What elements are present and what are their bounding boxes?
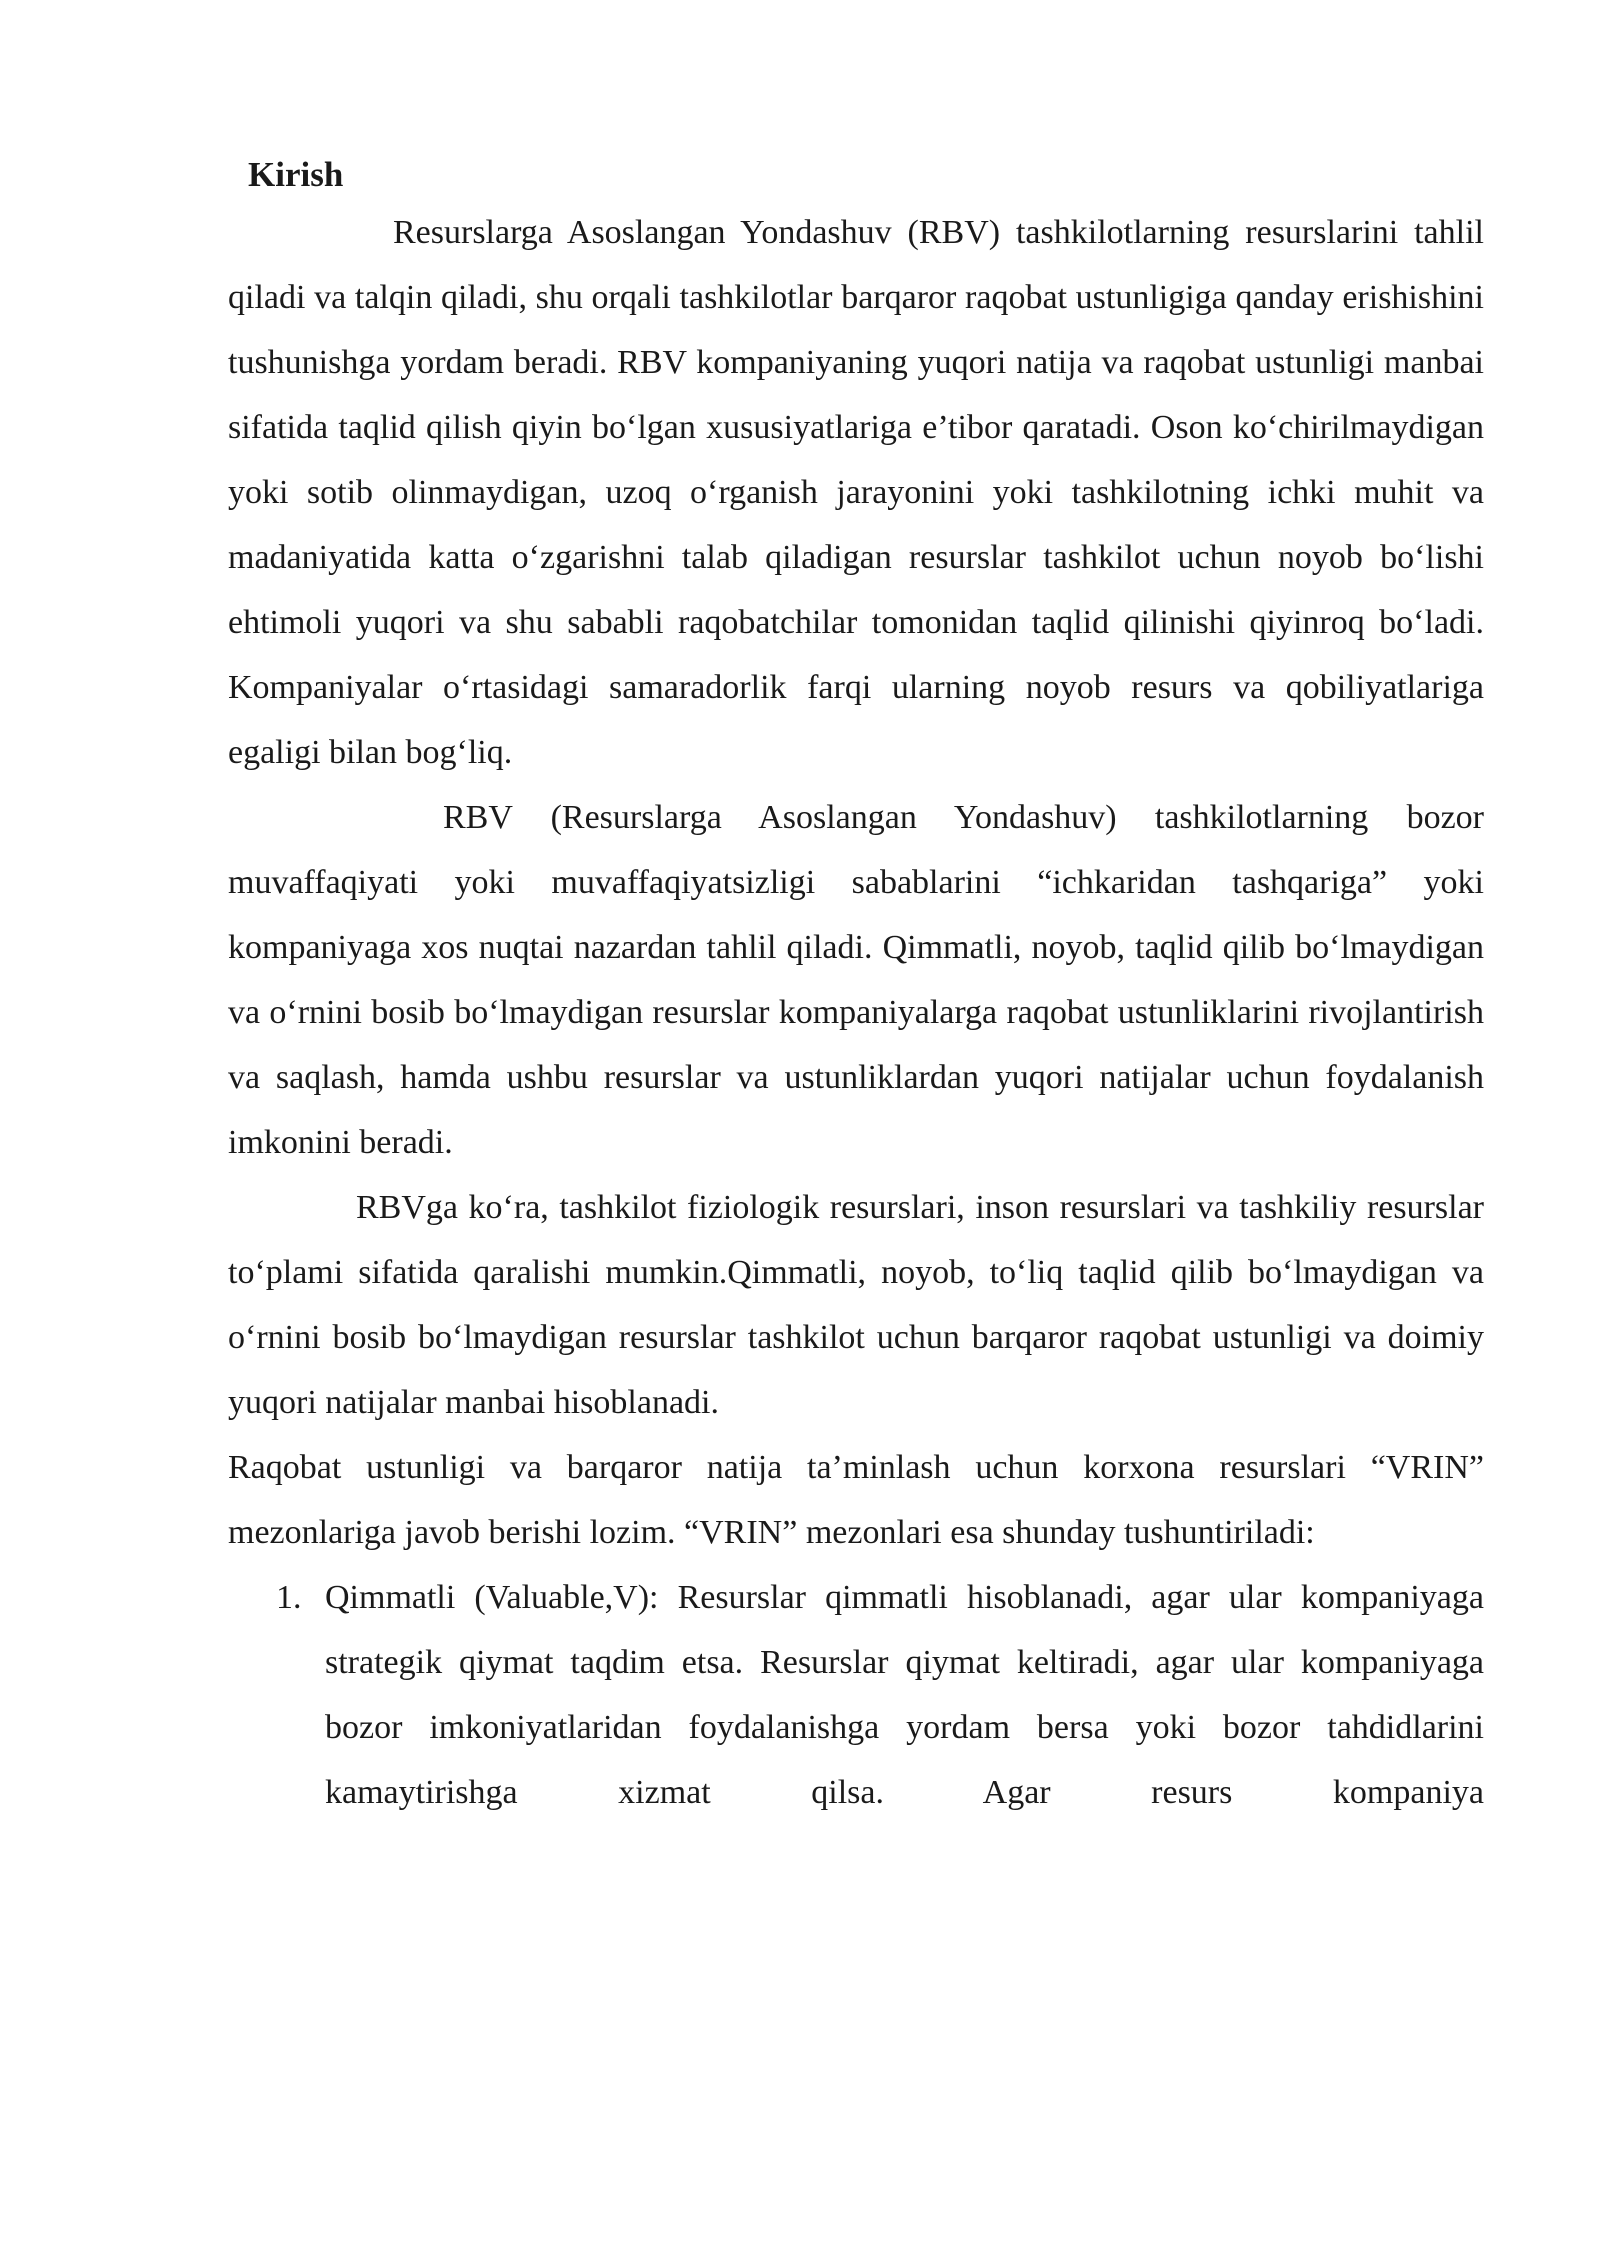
- paragraph-rbv-analysis: RBV (Resurslarga Asoslangan Yondashuv) tashkilotlarning bozor muvaffaqiyati yoki muvaffaqiyatsizligi sabablarini “ichkaridan tashqariga” yoki kompaniyaga xos nuqtai nazardan tahlil qiladi. Qimmatli, noyob, taqlid qilib bo‘lmaydigan va o‘rnini bosib bo‘lmaydigan resurslar kompaniyalarga raqobat ustunliklarini rivojlantirish va saqlash, hamda ushbu resurslar va ustunliklardan yuqori natijalar uchun foydalanish imkonini beradi.: [228, 799, 1484, 1161]
- list-item: [228, 1565, 1484, 1825]
- paragraph-intro: Resurslarga Asoslangan Yondashuv (RBV) tashkilotlarning resurslarini tahlil qiladi va talqin qiladi, shu orqali tashkilotlar barqaror raqobat ustunligiga qanday erishishini tushunishga yordam beradi. RBV kompaniyaning yuqori natija va raqobat ustunligi manbai sifatida taqlid qilish qiyin bo‘lgan xususiyatlariga e’tibor qaratadi. Oson ko‘chirilmaydigan yoki sotib olinmaydigan, uzoq o‘rganish jarayonini yoki tashkilotning ichki muhit va madaniyatida katta o‘zgarishni talab qiladigan resurslar tashkilot uchun noyob bo‘lishi ehtimoli yuqori va shu sababli raqobatchilar tomonidan taqlid qilinishi qiyinroq bo‘ladi. Kompaniyalar o‘rtasidagi samaradorlik farqi ularning noyob resurs va qobiliyatlariga egaligi bilan bog‘liq.: [228, 214, 1484, 771]
- paragraph-vrin-intro: Raqobat ustunligi va barqaror natija ta’minlash uchun korxona resurslari “VRIN” mezonlariga javob berishi lozim. “VRIN” mezonlari esa shunday tushuntiriladi:: [228, 1449, 1484, 1551]
- list-item-number: 1.: [276, 1579, 302, 1616]
- paragraph-rbv-resources: RBVga ko‘ra, tashkilot fiziologik resurslari, inson resurslari va tashkiliy resurslar to‘plami sifatida qaralishi mumkin.Qimmatli, noyob, to‘liq taqlid qilib bo‘lmaydigan va o‘rnini bosib bo‘lmaydigan resurslar tashkilot uchun barqaror raqobat ustunligi va doimiy yuqori natijalar manbai hisoblanadi.: [228, 1189, 1484, 1421]
- document-body: [228, 150, 1484, 1825]
- list-item-text: Qimmatli (Valuable,V): Resurslar qimmatli hisoblanadi, agar ular kompaniyaga strategik qiymat taqdim etsa. Resurslar qiymat keltiradi, agar ular kompaniyaga bozor imkoniyatlaridan foydalanishga yordam bersa yoki bozor tahdidlarini kamaytirishga xizmat qilsa. Agar resurs kompaniya: [325, 1579, 1484, 1811]
- vrin-criteria-list: [228, 1565, 1484, 1825]
- section-heading: Kirish: [248, 155, 344, 194]
